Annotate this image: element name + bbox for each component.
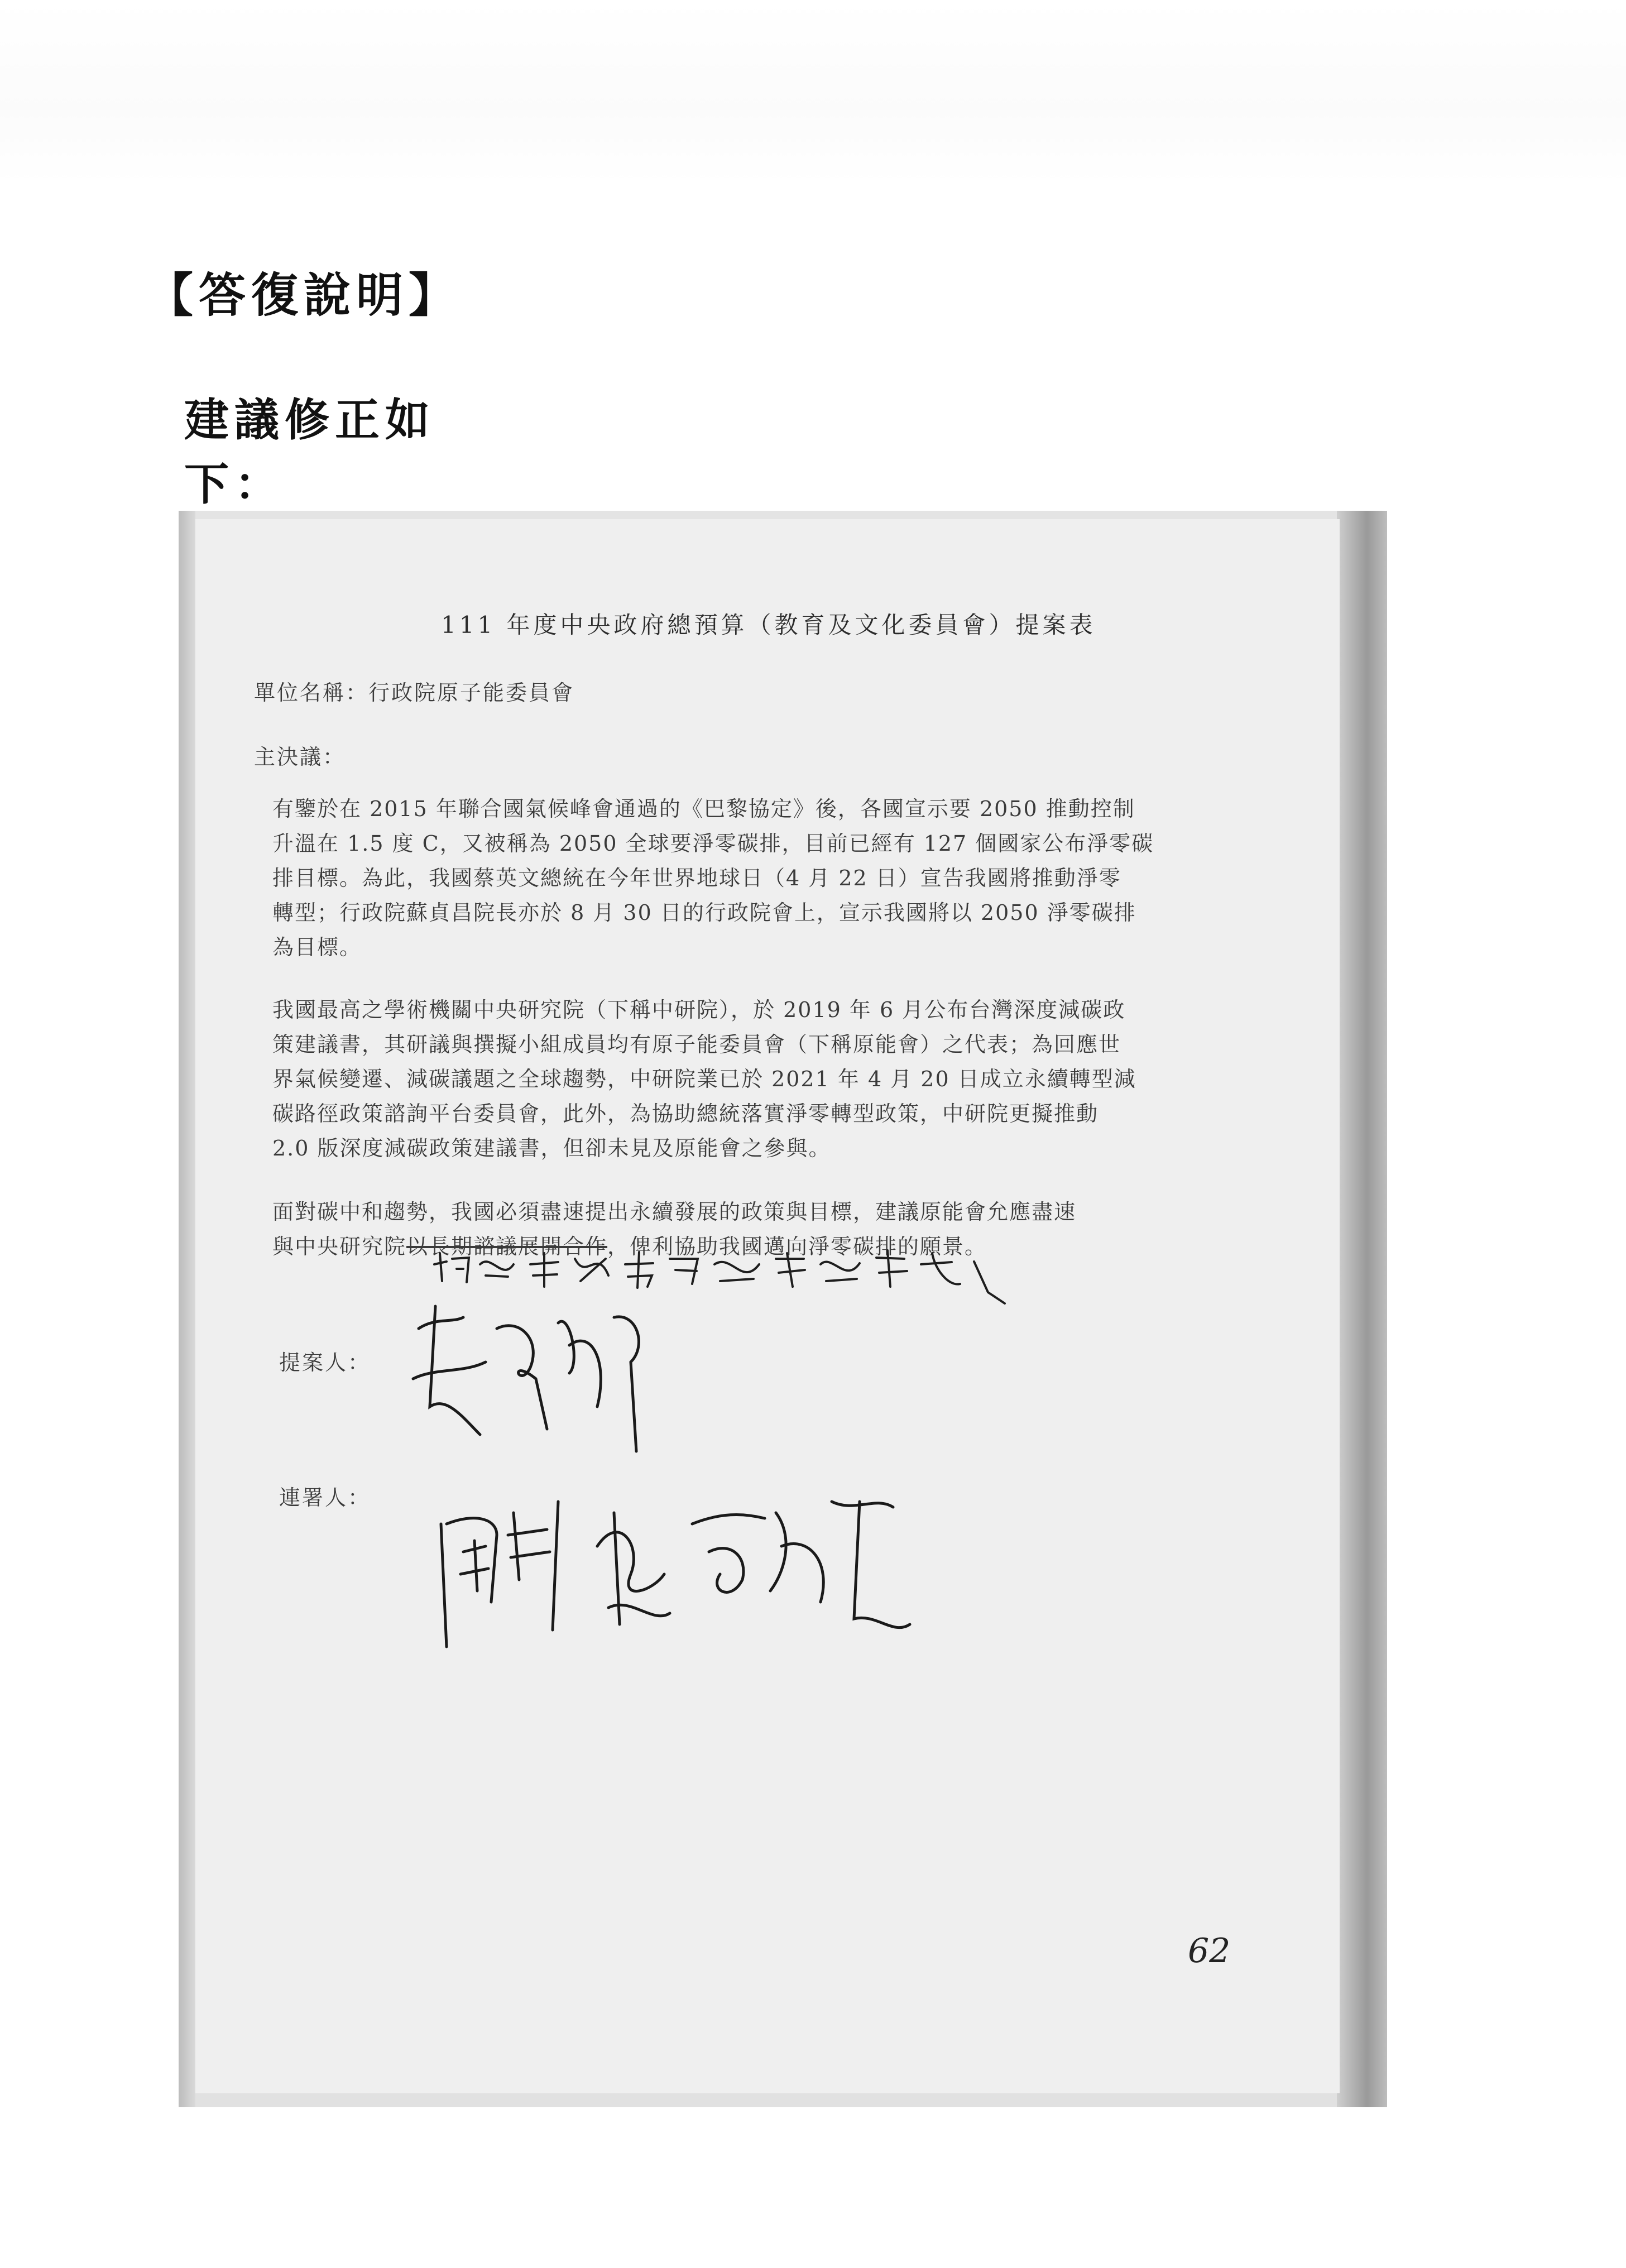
paragraph-line: 排目標。為此，我國蔡英文總統在今年世界地球日（4 月 22 日）宣告我國將推動淨零 (272, 866, 1121, 890)
cosigner-label: 連署人： (279, 1485, 371, 1510)
paragraph-line: 為目標。 (272, 935, 362, 960)
scan-right-shadow (1337, 511, 1387, 2107)
paragraph-2 (272, 992, 1244, 1166)
text-before-strike: 與中央研究院 (272, 1234, 407, 1259)
paragraph-line: 轉型；行政院蘇貞昌院長亦於 8 月 30 日的行政院會上，宣示我國將以 2050 淨零碳排 (272, 900, 1136, 925)
struck-text: 以長期諮議展開合作 (406, 1234, 608, 1259)
paragraph-line: 界氣候變遷、減碳議題之全球趨勢，中研院業已於 2021 年 4 月 20 日成立永續轉型減 (272, 1067, 1136, 1091)
paragraph-line: 升溫在 1.5 度 C，又被稱為 2050 全球要淨零碳排，目前已經有 127 個國家公布淨零碳 (272, 831, 1154, 856)
paragraph-line: 我國最高之學術機關中央研究院（下稱中研院），於 2019 年 6 月公布台灣深度減碳政 (272, 998, 1126, 1022)
text-after-strike: ，俾利協助我國邁向淨零碳排的願景。 (607, 1234, 987, 1259)
proposer-signature (402, 1295, 659, 1463)
paragraph-1 (272, 792, 1244, 965)
scan-top-band (0, 0, 1626, 184)
page-number: 62 (1188, 1931, 1231, 1970)
paragraph-line: 碳路徑政策諮詢平台委員會，此外，為協助總統落實淨零轉型政策，中研院更擬推動 (272, 1101, 1099, 1126)
paragraph-line: 有鑒於在 2015 年聯合國氣候峰會通過的《巴黎協定》後，各國宣示要 2050 推動控制 (272, 797, 1135, 821)
amendment-heading: 建議修正如下： (184, 384, 474, 521)
paragraph-line: 2.0 版深度減碳政策建議書，但卻未見及原能會之參與。 (272, 1136, 831, 1161)
resolution-label: 主決議： (254, 745, 346, 769)
unit-name: 單位名稱：行政院原子能委員會 (254, 680, 575, 705)
paragraph-line: 策建議書，其研議與撰擬小組成員均有原子能委員會（下稱原能會）之代表；為回應世 (272, 1032, 1121, 1057)
reply-heading: 【答復說明】 (146, 268, 462, 323)
scan-left-shadow (179, 511, 195, 2107)
proposer-label: 提案人： (279, 1350, 371, 1375)
cosigner-signatures (430, 1479, 932, 1658)
form-title: 111 年度中央政府總預算（教育及文化委員會）提案表 (441, 611, 1096, 639)
paragraph-line: 面對碳中和趨勢，我國必須盡速提出永續發展的政策與目標，建議原能會允應盡速 (272, 1200, 1077, 1224)
